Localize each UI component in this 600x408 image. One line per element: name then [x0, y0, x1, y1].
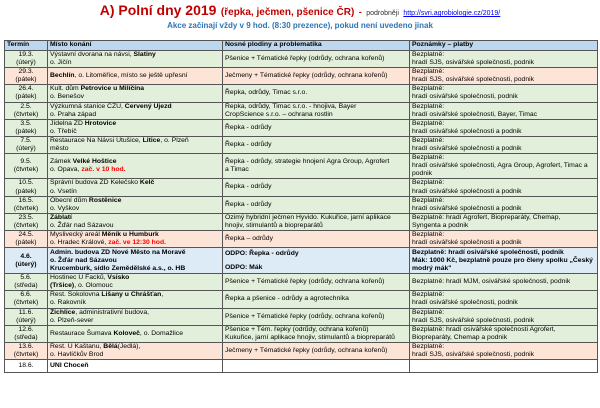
cell-crops — [223, 248, 410, 274]
note-line-1: Bezplatně: — [412, 179, 445, 187]
place-district: o. Opava, — [50, 166, 82, 174]
place-district: o. Hradec Králové, — [50, 239, 109, 247]
cell-date — [5, 51, 48, 68]
event-date: 24.5. — [18, 230, 34, 238]
note-line-1: Bezplatně: — [412, 119, 445, 127]
place-text: Obecní dům — [50, 196, 89, 204]
cell-crops — [223, 179, 410, 196]
place-line-2 — [50, 188, 220, 196]
cell-place — [48, 85, 223, 102]
cell-date — [5, 230, 48, 247]
crops-line-3: ODPO: Mák — [225, 263, 263, 271]
note-line-1: Bezplatně: hradí osivářské společnosti Agrofert, — [412, 325, 556, 333]
cell-crops — [223, 360, 410, 373]
cell-crops — [223, 230, 410, 247]
place-suffix: , o. Plzeň — [160, 136, 189, 144]
cell-crops — [223, 342, 410, 359]
cell-notes — [410, 136, 598, 153]
cell-place — [48, 325, 223, 342]
place-text: Restaurace Na Návsi Útušice, — [50, 136, 143, 144]
place-name: Červený Újezd — [124, 102, 172, 110]
cell-place — [48, 196, 223, 213]
note-line-1: Bezplatně: — [412, 291, 445, 299]
place-suffix: , — [161, 291, 164, 299]
place-text-2: , sídlo Zemědělské a.s., o. HB — [90, 264, 186, 272]
cell-place — [48, 342, 223, 359]
details-link[interactable]: http://svri.agrobiologie.cz/2019/ — [403, 10, 501, 17]
note-line-2: hradí osivářské společnosti a podnik — [412, 145, 522, 153]
event-date: 13.6. — [18, 342, 34, 350]
place-text: , administrativní budova, — [75, 308, 149, 316]
table-row — [5, 291, 598, 308]
crops-line-1: ODPO: Řepka - odrůdy — [225, 249, 299, 257]
place-line-1 — [50, 343, 220, 351]
place-line-1 — [50, 85, 220, 93]
crops-line-1: Ozimý hybridní ječmen Hyvido. Kukuřice, jarní aplikace — [225, 213, 391, 221]
event-date: 4.6. — [20, 252, 32, 260]
note-line-1: Bezplatně: hradí MJM, osivářské společnosti, podnik — [412, 278, 571, 286]
event-date: 11.6. — [18, 308, 34, 316]
cell-place — [48, 360, 223, 373]
place-district: o. Žďár nad Sázavou — [50, 221, 114, 229]
cell-place — [48, 154, 223, 179]
table-row — [5, 179, 598, 196]
cell-place — [48, 51, 223, 68]
place-line-1 — [50, 158, 220, 166]
cell-place — [48, 230, 223, 247]
page-title — [0, 2, 600, 20]
place-name: Měník u Humburk — [101, 230, 159, 238]
event-date: 16.5. — [18, 196, 34, 204]
table-row — [5, 274, 598, 291]
place-line-2 — [50, 351, 220, 359]
cell-place — [48, 102, 223, 119]
cell-crops — [223, 85, 410, 102]
place-name: Litice — [142, 136, 161, 144]
crops-line-1: Ječmeny + Tématické řepky (odrůdy, ochrana kořenů) — [225, 346, 388, 354]
cell-place — [48, 68, 223, 85]
col-header-crops: Nosné plodiny a problematika — [223, 41, 410, 51]
place-district: o. Žďár nad Sázavou — [50, 256, 117, 264]
subtitle: Akce začínají vždy v 9 hod. (8:30 prezence), pokud není uvedeno jinak — [167, 21, 433, 30]
place-line-2 — [50, 166, 220, 174]
title-crops: (řepka, ječmen, pšenice ČR) — [220, 7, 355, 18]
place-line-2 — [50, 222, 220, 230]
table-row — [5, 136, 598, 153]
place-line-1 — [50, 231, 220, 239]
crops-line-2: a Timac — [225, 166, 249, 174]
place-text: Správní budova ZD Kelečsko — [50, 179, 140, 187]
note-line-1: Bezplatně: — [412, 85, 445, 93]
crops-line-1: Ječmeny + Tématické řepky (odrůdy, ochrana kořenů) — [225, 72, 388, 80]
note-line-1: Bezplatně: — [412, 196, 445, 204]
table-row — [5, 196, 598, 213]
cell-date — [5, 360, 48, 373]
cell-notes — [410, 119, 598, 136]
cell-date — [5, 136, 48, 153]
place-line-1 — [50, 197, 220, 205]
event-date: 12.6. — [18, 325, 34, 333]
crops-line-1: Řepka - odrůdy — [225, 123, 272, 131]
place-district: , o. Olomouc — [74, 282, 113, 290]
note-line-1: Bezplatně: hradí Agrofert, Biopreparáty, Chemap, — [412, 213, 561, 221]
place-line-1 — [50, 362, 220, 370]
table-row — [5, 102, 598, 119]
place-line-1 — [50, 103, 220, 111]
crops-line-1: Řepka, odrůdy, Timac s.r.o. — [225, 89, 308, 97]
event-weekday: (úterý) — [16, 145, 36, 153]
note-line-2: Syngenta a podnik — [412, 221, 469, 229]
place-name: Rostěnice — [88, 196, 122, 204]
crops-line-1: Řepka - odrůdy — [225, 200, 272, 208]
note-line-1: Bezplatně: — [412, 230, 445, 238]
event-weekday: (úterý) — [15, 260, 37, 268]
place-name-alt: (Tršice) — [50, 282, 75, 290]
place-line-2 — [50, 239, 220, 247]
cell-crops — [223, 102, 410, 119]
place-district: o. Plzeň-sever — [50, 316, 94, 324]
event-date: 6.6. — [20, 291, 32, 299]
place-line-1 — [50, 214, 220, 222]
place-line-1 — [50, 51, 220, 59]
event-date: 7.5. — [20, 136, 32, 144]
cell-notes — [410, 274, 598, 291]
cell-place — [48, 119, 223, 136]
cell-notes — [410, 325, 598, 342]
event-date: 19.3. — [18, 51, 34, 58]
col-header-place: Místo konání — [48, 41, 223, 51]
place-line-1 — [50, 120, 220, 128]
cell-notes — [410, 179, 598, 196]
place-line-2 — [50, 299, 220, 307]
event-date: 9.5. — [20, 158, 32, 166]
cell-crops — [223, 308, 410, 325]
cell-place — [48, 213, 223, 230]
place-name-2: Krucemburk — [50, 264, 91, 272]
place-text: Rest. U Kaštanu, — [50, 342, 104, 350]
place-name: Bělá — [103, 342, 118, 350]
table-row — [5, 85, 598, 102]
title-main: A) Polní dny 2019 — [99, 2, 217, 18]
event-date: 29.3. — [18, 68, 34, 76]
event-date: 2.5. — [20, 102, 32, 110]
event-weekday: (čtvrtek) — [13, 166, 39, 174]
place-line-2 — [50, 257, 220, 265]
place-name: Petrovice u Milíčína — [80, 85, 145, 93]
place-district: o. Vyškov — [50, 204, 80, 212]
cell-date — [5, 102, 48, 119]
cell-date — [5, 154, 48, 179]
crops-line-2: Kukuřice, jarní aplikace hnojiv, stimulantů a biopreparátů — [225, 333, 395, 341]
place-name: Záblatí — [50, 213, 72, 221]
cell-notes — [410, 51, 598, 68]
note-line-2: hradí SJS, osivářské společnosti, podnik — [412, 351, 535, 358]
note-line-1: Bezplatně: hradí osivářské společnosti, podnik — [412, 248, 564, 256]
cell-place — [48, 248, 223, 274]
place-suffix: (Jedlá), — [117, 342, 141, 350]
event-weekday: (čtvrtek) — [13, 299, 39, 307]
schedule-table — [4, 40, 598, 373]
cell-date — [5, 196, 48, 213]
start-time-note: zač. v 10 hod. — [81, 166, 126, 174]
event-weekday: (pátek) — [15, 76, 37, 84]
event-date: 3.5. — [20, 119, 32, 127]
event-weekday: (čtvrtek) — [13, 204, 39, 212]
event-weekday: (pátek) — [15, 93, 37, 101]
note-line-2: hradí osivářské společnosti, podnik — [412, 93, 518, 101]
note-line-2: hradí SJS, osivářské společnosti, podnik — [412, 76, 535, 84]
table-row — [5, 68, 598, 85]
note-line-1: Bezplatně: — [412, 68, 445, 76]
event-weekday: (středa) — [14, 282, 38, 290]
place-name: Lišany u Chrášťan — [101, 291, 162, 299]
event-weekday: (čtvrtek) — [13, 110, 39, 118]
cell-crops — [223, 274, 410, 291]
place-text: Zámek — [50, 158, 73, 166]
cell-notes — [410, 85, 598, 102]
place-name: Vsisko — [107, 274, 130, 282]
cell-crops — [223, 136, 410, 153]
crops-line-1: Řepka, odrůdy, Timac s.r.o. - hnojiva, Bayer — [225, 102, 357, 110]
place-line-2 — [50, 59, 220, 67]
event-weekday: (čtvrtek) — [13, 221, 39, 229]
place-line-1 — [50, 72, 220, 80]
event-weekday: (středa) — [14, 333, 38, 341]
table-row — [5, 213, 598, 230]
place-name: Žichlice — [50, 308, 76, 316]
event-weekday: (čtvrtek) — [13, 351, 39, 358]
place-text: Restaurace Šumava — [50, 329, 114, 337]
place-name: Nové Město na Moravě — [111, 248, 186, 256]
crops-line-1: Řepka - odrůdy — [225, 183, 272, 191]
place-line-1 — [50, 249, 220, 257]
event-weekday: (úterý) — [16, 316, 36, 324]
title-separator: - — [358, 7, 362, 17]
place-district: o. Benešov — [50, 93, 85, 101]
col-header-notes: Poznámky – platby — [410, 41, 598, 51]
place-district: o. Vsetín — [50, 187, 77, 195]
note-line-2: hradí osivářské společnosti, Bayer, Timac — [412, 110, 538, 118]
note-line-1: Bezplatně: — [412, 102, 445, 110]
cell-crops — [223, 154, 410, 179]
cell-date — [5, 85, 48, 102]
cell-place — [48, 274, 223, 291]
cell-notes — [410, 360, 598, 373]
place-text: Rest. Sokolovna — [50, 291, 102, 299]
place-text: Kult. dům — [50, 85, 81, 93]
place-name: Kelč — [139, 179, 155, 187]
place-text: Jídelna ZD — [50, 119, 85, 127]
place-text: Výzkumná stanice ČZU, — [50, 102, 125, 110]
event-date: 10.5. — [18, 179, 34, 187]
crops-line-1: Pšenice + Tématické řepky (odrůdy, ochrana kořenů) — [225, 55, 385, 63]
note-line-2: Mák: 1000 Kč, bezplatně pouze pro členy spolku „Český modrý mák" — [412, 256, 593, 272]
note-line-1: Bezplatně: — [412, 342, 445, 350]
event-weekday: (pátek) — [15, 187, 37, 195]
table-header-row — [5, 41, 598, 51]
event-weekday: (pátek) — [15, 127, 37, 135]
table-row — [5, 342, 598, 359]
table-row — [5, 308, 598, 325]
place-text: Myslivecký areál — [50, 230, 102, 238]
event-weekday: (úterý) — [16, 59, 36, 67]
place-district: o. Rakovník — [50, 299, 86, 307]
cell-date — [5, 342, 48, 359]
place-line-3 — [50, 265, 220, 273]
crops-line-1: Pšenice + Tém. řepky (odrůdy, ochrana kořenů) — [225, 325, 369, 333]
place-text: Hostinec U Facků, — [50, 274, 108, 282]
cell-notes — [410, 68, 598, 85]
cell-place — [48, 308, 223, 325]
note-line-2: Biopreparáty, Chemap a podnik — [412, 333, 508, 341]
note-line-1: Bezplatně: — [412, 154, 445, 162]
cell-crops — [223, 51, 410, 68]
place-district: o. Praha západ — [50, 110, 97, 118]
note-line-1: Bezplatně: — [412, 136, 445, 144]
place-district: o. Jičín — [50, 59, 72, 67]
cell-date — [5, 68, 48, 85]
cell-date — [5, 119, 48, 136]
cell-place — [48, 136, 223, 153]
cell-date — [5, 248, 48, 274]
cell-crops — [223, 119, 410, 136]
cell-crops — [223, 68, 410, 85]
note-line-2: hradí osivářské společnosti, podnik — [412, 299, 518, 307]
place-district: o. Havlíčkův Brod — [50, 351, 104, 358]
cell-date — [5, 213, 48, 230]
start-time-note: zač. ve 12:30 hod. — [108, 239, 166, 247]
cell-date — [5, 325, 48, 342]
event-weekday: (pátek) — [15, 239, 37, 247]
cell-notes — [410, 308, 598, 325]
place-district: město — [50, 145, 69, 153]
crops-line-1: Řepka a pšenice - odrůdy a agrotechnika — [225, 295, 349, 303]
table-row — [5, 360, 598, 373]
place-name: Slatiny — [133, 51, 156, 58]
place-name: Kolovеč — [113, 329, 140, 337]
cell-place — [48, 179, 223, 196]
cell-notes — [410, 102, 598, 119]
table-row — [5, 119, 598, 136]
table-row — [5, 325, 598, 342]
cell-notes — [410, 248, 598, 274]
cell-date — [5, 308, 48, 325]
cell-place — [48, 291, 223, 308]
cell-notes — [410, 196, 598, 213]
event-date: 23.5. — [18, 213, 34, 221]
table-row — [5, 248, 598, 274]
note-line-2: hradí osivářské společnosti a podnik — [412, 127, 522, 135]
crops-line-1: Řepka - odrůdy, strategie hnojení Agra Group, Agrofert — [225, 158, 390, 166]
place-line-2 — [50, 205, 220, 213]
place-line-1 — [50, 330, 220, 338]
place-text: Výstavní dvorana na návsi, — [50, 51, 134, 58]
place-text: , o. Litoměřice, místo se ještě upřesní — [74, 72, 188, 80]
place-district: o. Třebíč — [50, 127, 77, 135]
note-line-2: hradí SJS, osivářské společnosti, podnik — [412, 316, 535, 324]
table-row — [5, 154, 598, 179]
note-line-2: hradí osivářské společnosti a podnik — [412, 187, 522, 195]
table-row — [5, 51, 598, 68]
place-line-1 — [50, 309, 220, 317]
place-line-1 — [50, 291, 220, 299]
place-text: Admin. budova ZD — [50, 248, 112, 256]
crops-line-2: CropScience s.r.o. – ochrana rostlin — [225, 110, 333, 118]
note-line-2: hradí SJS, osivářské společnosti, podnik — [412, 59, 535, 67]
cell-notes — [410, 154, 598, 179]
cell-notes — [410, 342, 598, 359]
cell-crops — [223, 325, 410, 342]
event-date: 26.4. — [18, 85, 34, 93]
place-line-2 — [50, 282, 220, 290]
cell-notes — [410, 213, 598, 230]
more-label: podrobněji — [366, 10, 399, 17]
note-line-2: hradí osivářské společnosti a podnik — [412, 204, 522, 212]
place-name: Velké Hoštice — [72, 158, 117, 166]
cell-notes — [410, 230, 598, 247]
place-suffix: , o. Domažlice — [139, 329, 183, 337]
place-line-2 — [50, 145, 220, 153]
note-line-2: hradí osivářské společnosti a podnik — [412, 239, 522, 247]
cell-crops — [223, 291, 410, 308]
cell-crops — [223, 213, 410, 230]
crops-line-1: Pšenice + Tématické řepky (odrůdy, ochrana kořenů) — [225, 278, 385, 286]
note-line-2: hradí osivářské společnosti, Agra Group, Agrofert, Timac a podnik — [412, 162, 588, 178]
place-line-1 — [50, 137, 220, 145]
crops-line-2: hnojiv, stimulantů a biopreparátů — [225, 221, 323, 229]
note-line-1: Bezplatně: — [412, 308, 445, 316]
crops-line-1: Pšenice + Tématické řepky (odrůdy, ochrana kořenů) — [225, 312, 385, 320]
col-header-date: Termín — [5, 41, 48, 51]
cell-date — [5, 291, 48, 308]
event-date: 5.6. — [20, 274, 32, 282]
place-line-2 — [50, 128, 220, 136]
cell-date — [5, 179, 48, 196]
cell-notes — [410, 291, 598, 308]
cell-date — [5, 274, 48, 291]
place-line-2 — [50, 111, 220, 119]
crops-line-1: Řepka – odrůdy — [225, 235, 273, 243]
place-name: Bechlín — [50, 72, 75, 80]
place-line-2 — [50, 317, 220, 325]
place-line-1 — [50, 274, 220, 282]
place-name: UNI Choceň — [50, 362, 89, 370]
place-line-1 — [50, 179, 220, 187]
place-line-2 — [50, 93, 220, 101]
cell-crops — [223, 196, 410, 213]
crops-line-1: Řepka - odrůdy — [225, 140, 272, 148]
note-line-1: Bezplatně: — [412, 51, 445, 58]
table-row — [5, 230, 598, 247]
place-name: Hrotovice — [84, 119, 117, 127]
event-date: 18.6. — [18, 362, 34, 370]
